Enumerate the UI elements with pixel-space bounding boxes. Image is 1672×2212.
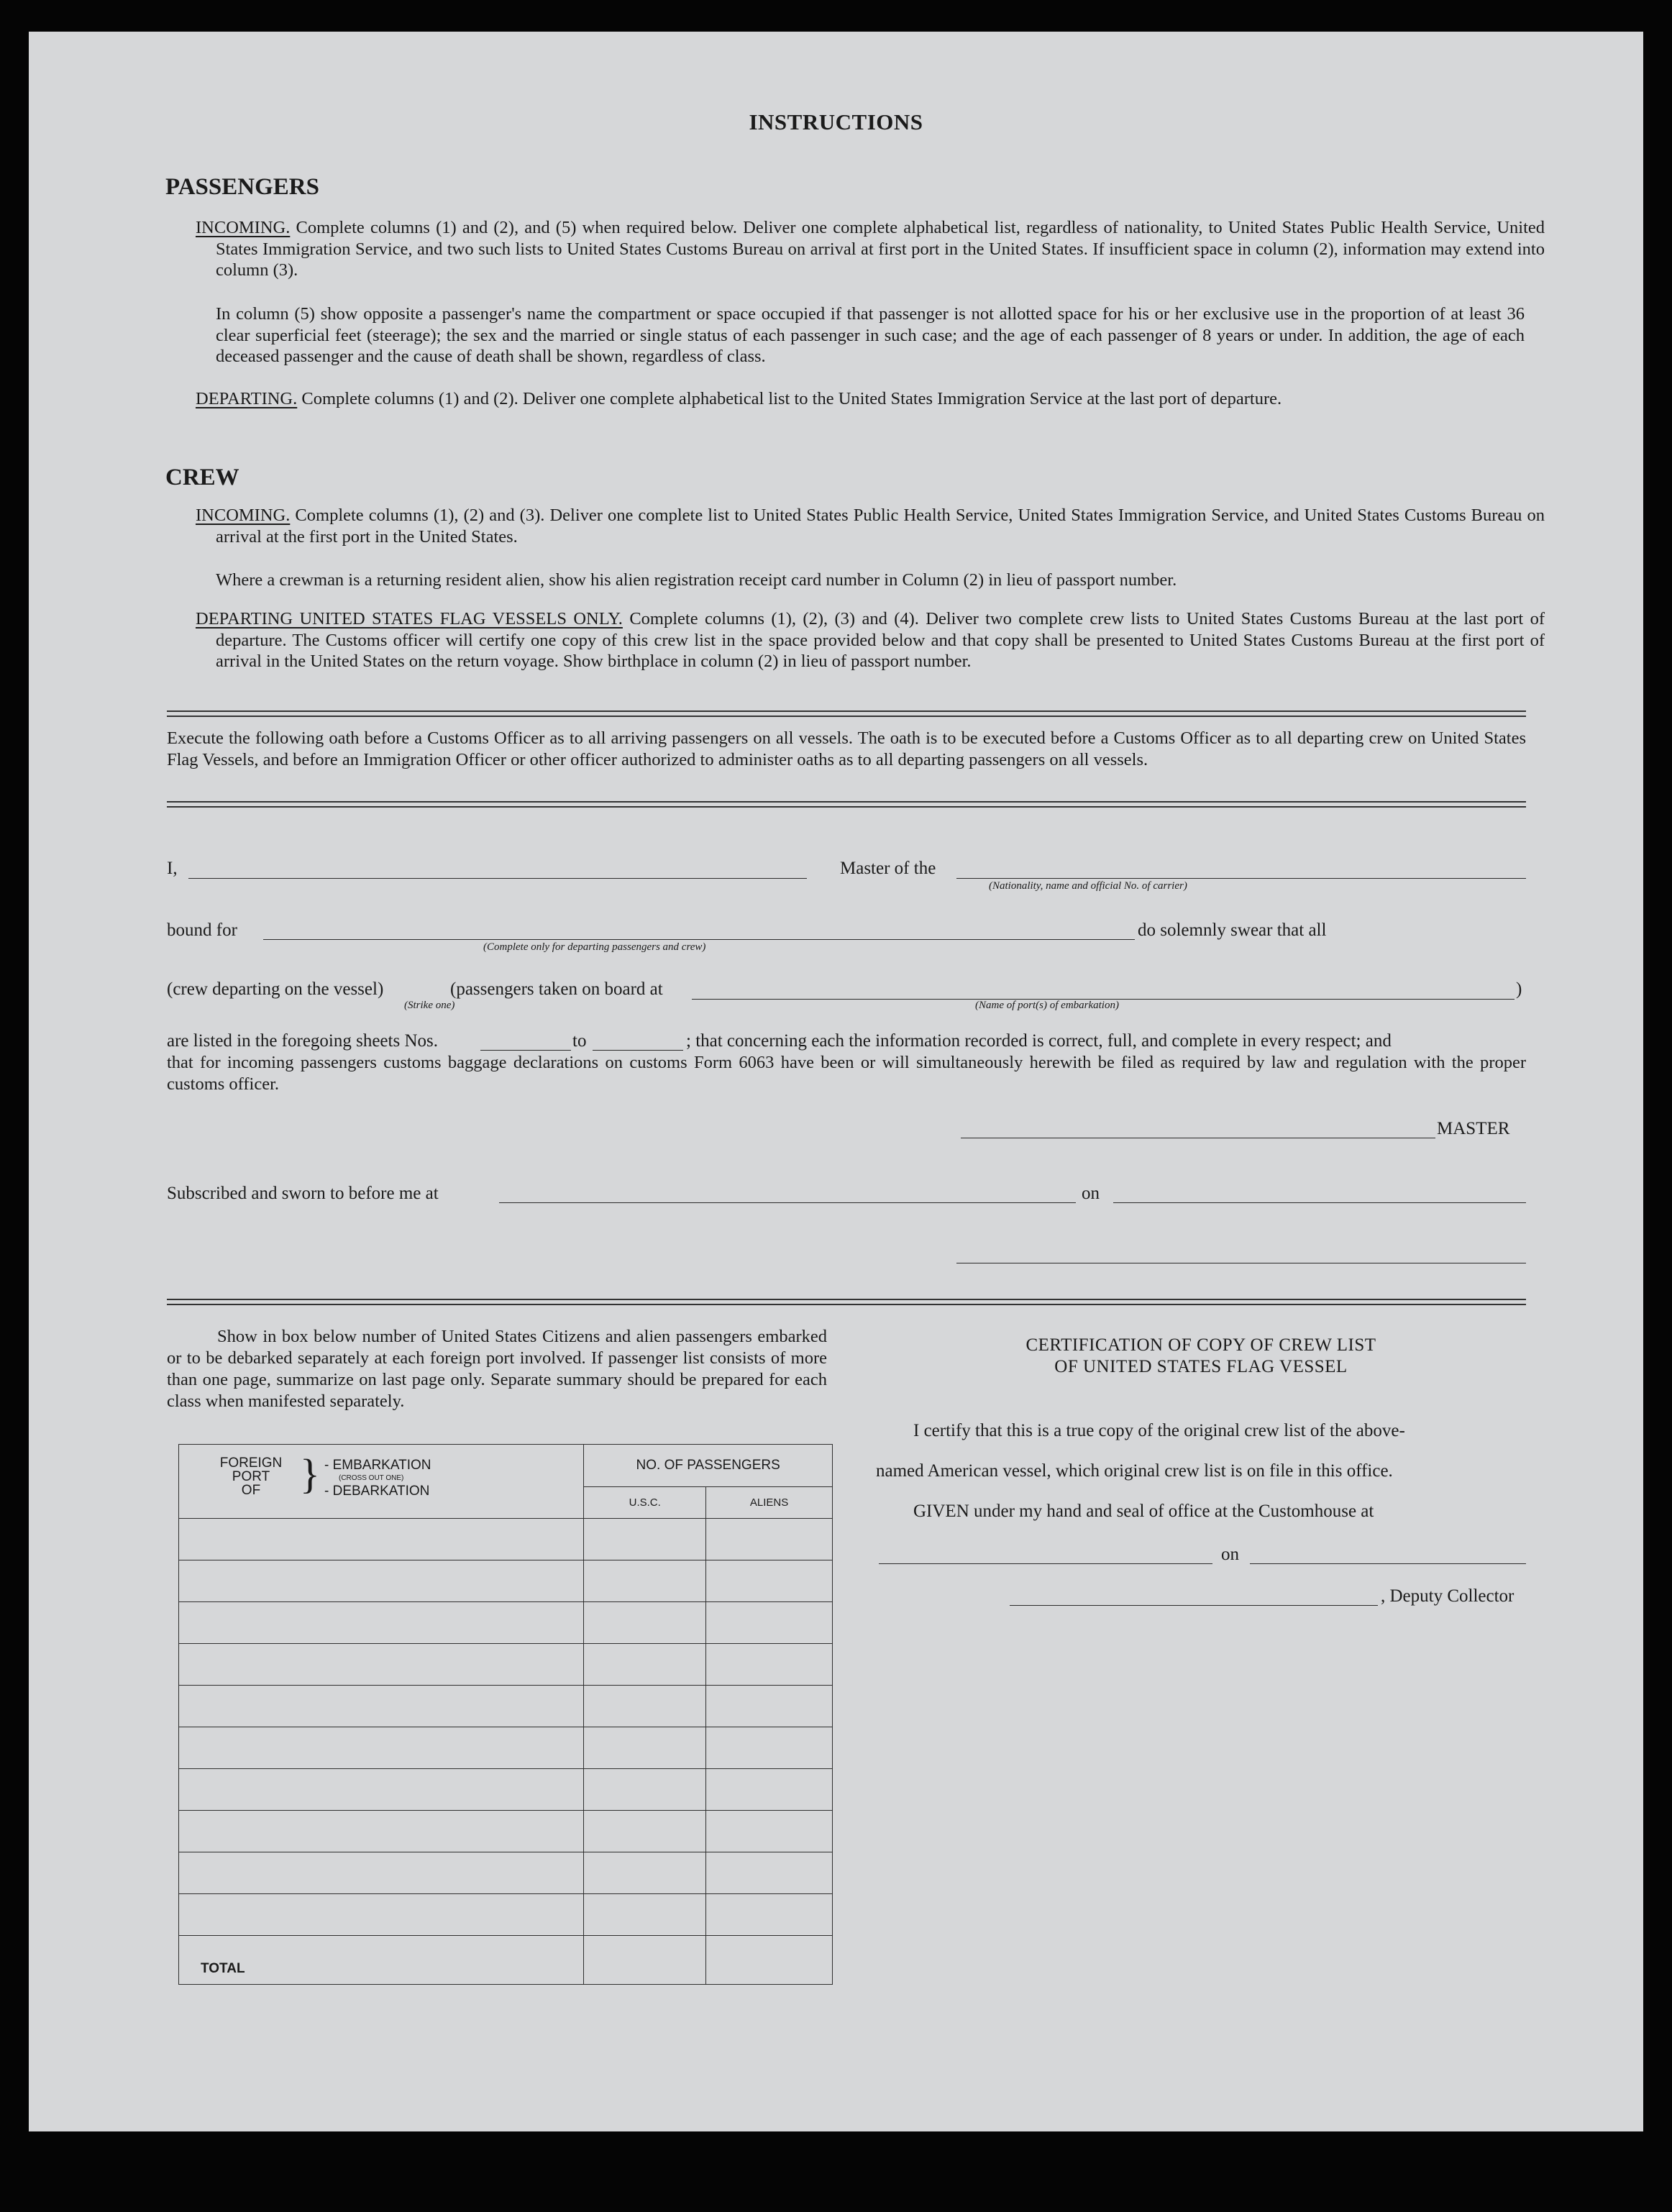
aliens-cell[interactable] <box>706 1852 833 1894</box>
close-paren: ) <box>1516 979 1522 999</box>
usc-cell[interactable] <box>584 1727 706 1769</box>
passengers-heading: PASSENGERS <box>165 174 319 200</box>
passengers-departing-paragraph <box>196 388 1545 410</box>
table-row <box>179 1686 833 1727</box>
table-row <box>179 1894 833 1936</box>
passengers-taken-option: (passengers taken on board at <box>450 979 663 999</box>
divider <box>167 710 1526 717</box>
total-row <box>179 1936 833 1985</box>
port-cell[interactable] <box>179 1686 584 1727</box>
table-row <box>179 1519 833 1560</box>
divider <box>167 801 1526 808</box>
crew-incoming-text: Complete columns (1), (2) and (3). Deliver one complete list to United States Public Health Service, United States Immigration Service, and United States Customs Bureau on arrival at the first port in the United States. <box>216 506 1545 547</box>
passengers-incoming-paragraph <box>196 217 1545 281</box>
deputy-collector-label: , Deputy Collector <box>1381 1586 1515 1606</box>
passengers-incoming-text: Complete columns (1) and (2), and (5) when required below. Deliver one complete alphabetical list, regardless of nationality, to United States Public Health Service, United States Immigration Service, and two such lists to United States Customs Bureau on arrival at first port in the United States. If insufficient space in column (2), information may extend into column (3). <box>216 218 1545 280</box>
usc-cell[interactable] <box>584 1602 706 1644</box>
foreign-port-header <box>179 1445 584 1519</box>
cross-out-label: (CROSS OUT ONE) <box>339 1474 404 1482</box>
usc-header: U.S.C. <box>584 1486 706 1518</box>
oath-instruction: Execute the following oath before a Customs Officer as to all arriving passengers on all vessels. The oath is to be executed before a Customs Officer as to all departing crew on United States Flag Vessels, and before an Immigration Officer or other officer authorized to administer oaths as to all departing passengers on all vessels. <box>167 728 1526 769</box>
strike-one-caption: (Strike one) <box>404 1000 455 1011</box>
usc-cell[interactable] <box>584 1519 706 1560</box>
no-of-passengers-header: NO. OF PASSENGERS <box>584 1445 833 1487</box>
passengers-column5-paragraph: In column (5) show opposite a passenger's name the compartment or space occupied if that passenger is not allotted space for his or her exclusive use in the proportion of at least 36 clear superficial feet (steerage); the sex and the married or single status of each passenger in such case; and the age of each passenger of 8 years or under. In addition, the age of each deceased passenger and the cause of death shall be shown, regardless of class. <box>216 304 1525 366</box>
sworn-place-field[interactable] <box>499 1202 1076 1203</box>
port-cell[interactable] <box>179 1894 584 1936</box>
table-row <box>179 1602 833 1644</box>
foreign-port-line3: OF <box>241 1483 261 1498</box>
foreign-port-line2: PORT <box>232 1469 270 1484</box>
oath-i-label: I, <box>167 859 178 878</box>
passengers-departing-label: DEPARTING. <box>196 389 298 408</box>
divider <box>167 1299 1526 1305</box>
usc-cell[interactable] <box>584 1852 706 1894</box>
port-cell[interactable] <box>179 1519 584 1560</box>
to-word: to <box>572 1031 587 1051</box>
customhouse-field[interactable] <box>879 1563 1212 1564</box>
crew-alien-paragraph: Where a crewman is a returning resident alien, show his alien registration receipt card number in Column (2) in lieu of passport number. <box>216 570 1177 590</box>
usc-cell[interactable] <box>584 1811 706 1852</box>
usc-cell[interactable] <box>584 1560 706 1602</box>
listed-rest: that for incoming passengers customs baggage declarations on customs Form 6063 have been or will simultaneously herewith be filed as required by law and regulation with the proper customs officer. <box>167 1053 1526 1094</box>
crew-departing-label: DEPARTING UNITED STATES FLAG VESSELS ONLY. <box>196 609 623 629</box>
total-usc-cell[interactable] <box>584 1936 706 1985</box>
certification-heading <box>885 1335 1517 1378</box>
port-cell[interactable] <box>179 1769 584 1811</box>
subscribed-label: Subscribed and sworn to before me at <box>167 1184 439 1203</box>
crew-departing-text: Complete columns (1), (2), (3) and (4). Deliver two complete crew lists to United States Customs Bureau at the last port of departure. The Customs officer will certify one copy of this crew list in the space provided below and that copy shall be presented to United States Customs Bureau at the first port of arrival in the United States on the return voyage. Show birthplace in column (2) in lieu of passport number. <box>216 609 1545 671</box>
certification-text-line2: named American vessel, which original crew list is on file in this office. <box>876 1461 1393 1481</box>
passenger-summary-table <box>178 1444 833 1985</box>
aliens-cell[interactable] <box>706 1644 833 1686</box>
usc-cell[interactable] <box>584 1894 706 1936</box>
certification-heading-line1: CERTIFICATION OF COPY OF CREW LIST <box>1025 1335 1376 1355</box>
aliens-cell[interactable] <box>706 1560 833 1602</box>
port-cell[interactable] <box>179 1560 584 1602</box>
aliens-cell[interactable] <box>706 1769 833 1811</box>
usc-cell[interactable] <box>584 1686 706 1727</box>
usc-cell[interactable] <box>584 1644 706 1686</box>
listed-prefix: are listed in the foregoing sheets Nos. <box>167 1031 438 1051</box>
port-cell[interactable] <box>179 1811 584 1852</box>
total-label: TOTAL <box>179 1936 584 1985</box>
page-title: INSTRUCTIONS <box>749 109 923 134</box>
aliens-cell[interactable] <box>706 1602 833 1644</box>
usc-cell[interactable] <box>584 1769 706 1811</box>
port-cell[interactable] <box>179 1602 584 1644</box>
total-aliens-cell[interactable] <box>706 1936 833 1985</box>
brace-icon: } <box>300 1450 320 1497</box>
given-text: GIVEN under my hand and seal of office at the Customhouse at <box>913 1502 1374 1521</box>
listed-suffix: ; that concerning each the information recorded is correct, full, and complete in every respect; and <box>686 1031 1392 1051</box>
oath-on-word: on <box>1082 1184 1100 1203</box>
swear-text: do solemnly swear that all <box>1138 920 1327 940</box>
port-cell[interactable] <box>179 1644 584 1686</box>
passengers-incoming-label: INCOMING. <box>196 218 291 237</box>
carrier-field[interactable] <box>956 878 1526 879</box>
foreign-port-line1: FOREIGN <box>219 1455 283 1471</box>
crew-heading: CREW <box>165 465 239 490</box>
master-of-the-label: Master of the <box>840 859 936 878</box>
certification-date-field[interactable] <box>1250 1563 1526 1564</box>
embarkation-label: - EMBARKATION <box>324 1458 431 1473</box>
table-row <box>179 1852 833 1894</box>
debarkation-label: - DEBARKATION <box>324 1484 430 1499</box>
port-cell[interactable] <box>179 1727 584 1769</box>
aliens-cell[interactable] <box>706 1727 833 1769</box>
sheet-from-field[interactable] <box>480 1050 571 1051</box>
summary-instruction: Show in box below number of United States Citizens and alien passengers embarked or to be debarked separately at each foreign port involved. If passenger list consists of more than one page, summarize on last page only. Separate summary should be prepared for each class when manifested separately. <box>167 1327 827 1411</box>
certification-on-word: on <box>1221 1545 1239 1564</box>
sworn-date-field[interactable] <box>1113 1202 1526 1203</box>
table-row <box>179 1769 833 1811</box>
certification-text-line1: I certify that this is a true copy of the original crew list of the above- <box>913 1421 1405 1440</box>
ports-caption: (Name of port(s) of embarkation) <box>975 1000 1119 1011</box>
aliens-header: ALIENS <box>706 1486 833 1518</box>
passengers-departing-text: Complete columns (1) and (2). Deliver one complete alphabetical list to the United States Immigration Service at the last port of departure. <box>301 389 1282 408</box>
port-cell[interactable] <box>179 1852 584 1894</box>
crew-incoming-label: INCOMING. <box>196 506 291 525</box>
sheet-to-field[interactable] <box>593 1050 683 1051</box>
bound-for-label: bound for <box>167 920 237 940</box>
aliens-cell[interactable] <box>706 1811 833 1852</box>
table-row <box>179 1644 833 1686</box>
table-row <box>179 1560 833 1602</box>
deputy-signature-field[interactable] <box>1010 1605 1378 1606</box>
form-sheet <box>29 32 1643 2131</box>
bound-for-field[interactable] <box>263 939 1135 940</box>
aliens-cell[interactable] <box>706 1519 833 1560</box>
crew-departing-paragraph <box>196 608 1545 672</box>
table-row <box>179 1811 833 1852</box>
carrier-caption: (Nationality, name and official No. of carrier) <box>989 880 1187 892</box>
aliens-cell[interactable] <box>706 1686 833 1727</box>
aliens-cell[interactable] <box>706 1894 833 1936</box>
master-name-field[interactable] <box>188 878 807 879</box>
crew-incoming-paragraph <box>196 505 1545 547</box>
table-row <box>179 1727 833 1769</box>
crew-departing-option: (crew departing on the vessel) <box>167 979 384 999</box>
certification-heading-line2: OF UNITED STATES FLAG VESSEL <box>1054 1357 1348 1376</box>
master-label: MASTER <box>1437 1119 1510 1138</box>
departing-caption: (Complete only for departing passengers and crew) <box>483 941 706 953</box>
